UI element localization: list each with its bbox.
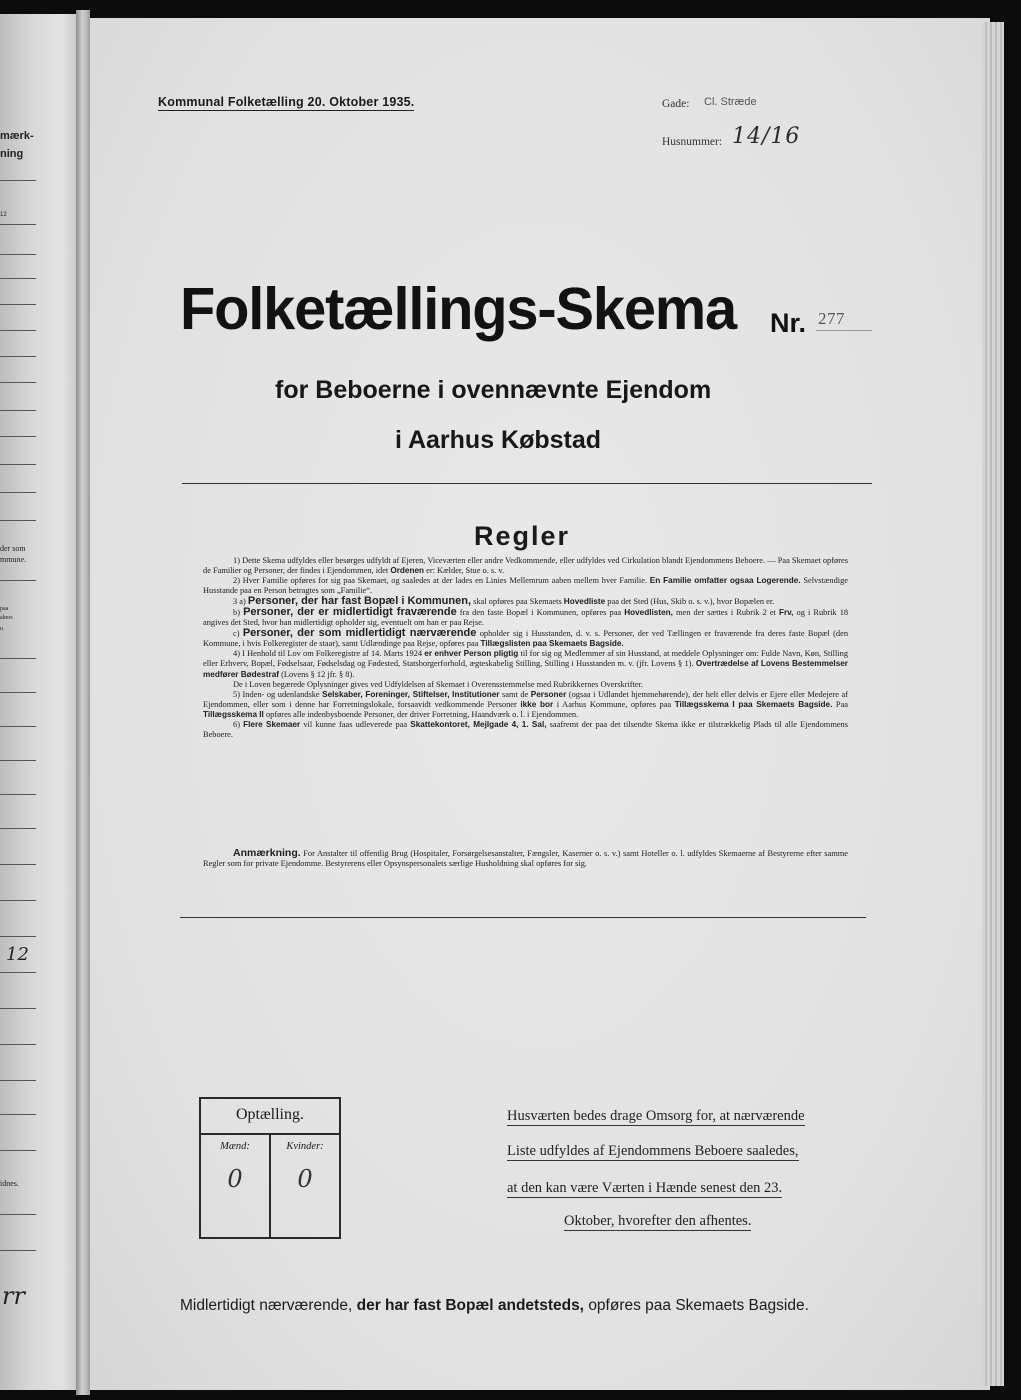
left-rule (0, 1080, 36, 1081)
left-rule (0, 1114, 36, 1115)
page-stack-edge (982, 22, 1004, 1386)
left-rule (0, 936, 36, 937)
left-rule (0, 356, 36, 357)
left-rule (0, 382, 36, 383)
left-fragment: paa (0, 606, 9, 612)
street-value: Cl. Stræde (704, 96, 757, 108)
left-rule (0, 972, 36, 973)
remark-body: For Anstalter til offentlig Brug (Hospitaler, Forsørgelsesanstalter, Fængsler, Kaserner o. s. v.) samt Hoteller o. l. udfyldes Skemaerne af Bestyrerne efter samme Regler som for private Ejendomme. Bestyrerens eller Opsynspersonalets særlige Husholdning skal opføres for sig. (203, 849, 848, 869)
street-label: Gade: (662, 98, 690, 110)
men-label: Mænd: (220, 1141, 250, 1152)
left-fragment: u (0, 626, 3, 632)
left-rule (0, 1250, 36, 1251)
left-rule (0, 760, 36, 761)
count-box (199, 1097, 341, 1239)
rules-heading: Regler (474, 521, 571, 551)
rule-5: 5) Inden- og udenlandske Selskaber, Foreninger, Stiftelser, Institutioner samt de Personer (ogsaa i Udlandet hjemmehørende), der helt eller delvis er Ejere eller Medejere af Ejendommen, eller som i denne har Forretningslokale, forsaavidt vedkommende Personer ikke bor i Aarhus Kommune, opføres paa Tillægsskema I paa Skemaets Bagside. Paa Tillægsskema II opføres alle indenbysboende Personer, der driver Forretning, Haandværk o. l. i Ejendommen. (203, 689, 849, 719)
left-rule (0, 1214, 36, 1215)
men-count: 0 (227, 1165, 243, 1193)
rule-4: 4) I Henhold til Lov om Folkeregistre af 14. Marts 1924 er enhver Person pligtig til for sig og Medlemmer af sin Husstand, at meddele Oplysninger om: Fulde Navn, Køn, Stilling eller Erhverv, Bopæl, Fødselsaar, Fødselsdag og Fødested, Statsborgerforhold, ægteskabelig Stilling, Stilling i Husstanden m. v. (jfr. Lovens § 1). Overtrædelse af Lovens Bestemmelser medfører Bødestraf (Lovens § 12 jfr. § 8). (203, 649, 849, 679)
left-rule (0, 410, 36, 411)
left-rule (0, 436, 36, 437)
left-fragment: der som (0, 544, 26, 553)
remark-text (203, 848, 848, 870)
left-fragment: 12 (0, 212, 7, 218)
book-spine (76, 10, 90, 1395)
form-subtitle: for Beboerne i ovennævnte Ejendom (275, 376, 712, 404)
left-rule (0, 330, 36, 331)
left-rule (0, 658, 36, 659)
footer-note: Midlertidigt nærværende, der har fast Bopæl andetsteds, opføres paa Skemaets Bagside. (180, 1297, 809, 1314)
previous-page-strip (0, 14, 78, 1390)
notice-line: Husværten bedes drage Omsorg for, at nærværende (507, 1108, 805, 1124)
remark-label: Anmærkning. (233, 847, 301, 859)
count-title: Optælling. (235, 1106, 304, 1123)
rule-1: 1) Dette Skema udfyldes eller besørges udfyldt af Ejeren, Viceværten eller andre Vedkommende, eller udfyldes ved Cirkulation blandt Ejendommens Beboere. — Paa Skemaet opføres de Familier og Personer, der findes i Ejendommen, idet Ordenen er: Kælder, Stue o. s. v. (203, 556, 848, 576)
left-rule (0, 464, 36, 465)
notice-line: Oktober, hvorefter den afhentes. (564, 1213, 752, 1229)
left-rule (0, 580, 36, 581)
rule-3b: b) Personer, der er midlertidigt fraværende fra den faste Bopæl i Kommunen, opføres paa Hovedlisten, men der sættes i Rubrik 2 et Frv, og i Rubrik 18 angives det Sted, hvor han midlertidigt opholder sig, eventuelt om han er paa Rejse. (203, 606, 849, 628)
left-fragment: ning (0, 148, 24, 160)
left-rule (0, 1150, 36, 1151)
left-rule (0, 304, 36, 305)
left-fragment: idnes. (0, 1179, 19, 1188)
rule-3c: c) Personer, der som midlertidigt nærværende opholder sig i Husstanden, d. v. s. Personer, der ved Tællingen er fraværende fra deres faste Bopæl (den Kommune, i hvis Folkeregister de staar), samt Udlændinge paa Rejse, opføres paa Tillægslisten paa Skemaets Bagside. (203, 627, 849, 649)
left-rule (0, 828, 36, 829)
women-count: 0 (297, 1165, 313, 1193)
left-rule (0, 224, 36, 225)
left-rule (0, 520, 36, 521)
left-handwritten-fragment: 12 (6, 944, 29, 965)
section-divider (180, 917, 866, 918)
left-fragment: mmune. (0, 555, 26, 564)
form-municipality: i Aarhus Købstad (395, 426, 602, 454)
left-rule (0, 900, 36, 901)
form-number-rule (816, 330, 872, 331)
rule-3a: 3 a) Personer, der har fast Bopæl i Kommunen, skal opføres paa Skemaets Hovedliste paa det Sted (Hus, Skib o. s. v.), hvor Bopælen er. (233, 595, 775, 608)
rule-4-note: De i Loven begærede Oplysninger gives ved Udfyldelsen af Skemaet i Overensstemmelse med Rubrikkernes Overskrifter. (233, 679, 644, 689)
form-number-value: 277 (818, 309, 845, 328)
left-rule (0, 278, 36, 279)
left-rule (0, 1008, 36, 1009)
left-rule (0, 492, 36, 493)
rule-2: 2) Hver Familie opføres for sig paa Skemaet, og saaledes at der lades en Linies Mellemrum aaben mellem hver Familie. En Familie omfatter ogsaa Logerende. Selvstændige Husstande paa en Person betragtes som „Familie“. (203, 576, 849, 596)
notice-line: at den kan være Værten i Hænde senest den 23. (507, 1180, 783, 1196)
left-rule (0, 1044, 36, 1045)
left-rule (0, 692, 36, 693)
women-label: Kvinder: (286, 1141, 324, 1152)
census-heading: Kommunal Folketælling 20. Oktober 1935. (158, 95, 415, 109)
house-number-label: Husnummer: (662, 136, 723, 148)
left-rule (0, 864, 36, 865)
left-rule (0, 726, 36, 727)
house-number-value: 14/16 (732, 124, 801, 149)
left-handwritten-fragment: rr (2, 1282, 25, 1310)
rule-6: 6) Flere Skemaer vil kunne faas udleverede paa Skattekontoret, Mejlgade 4, 1. Sal, saafremt der paa det tilsendte Skema ikke er tilstrækkelig Plads til alle Ejendommens Beboere. (203, 719, 849, 739)
notice-line: Liste udfyldes af Ejendommens Beboere saaledes, (507, 1143, 799, 1159)
left-rule (0, 794, 36, 795)
section-divider (182, 483, 872, 484)
form-title: Folketællings-Skema (180, 276, 737, 342)
form-number-label: Nr. (770, 308, 807, 338)
left-fragment: mærk- (0, 130, 34, 142)
rules-text (203, 556, 848, 740)
left-rule (0, 180, 36, 181)
left-rule (0, 254, 36, 255)
left-fragment: abers (0, 615, 13, 621)
